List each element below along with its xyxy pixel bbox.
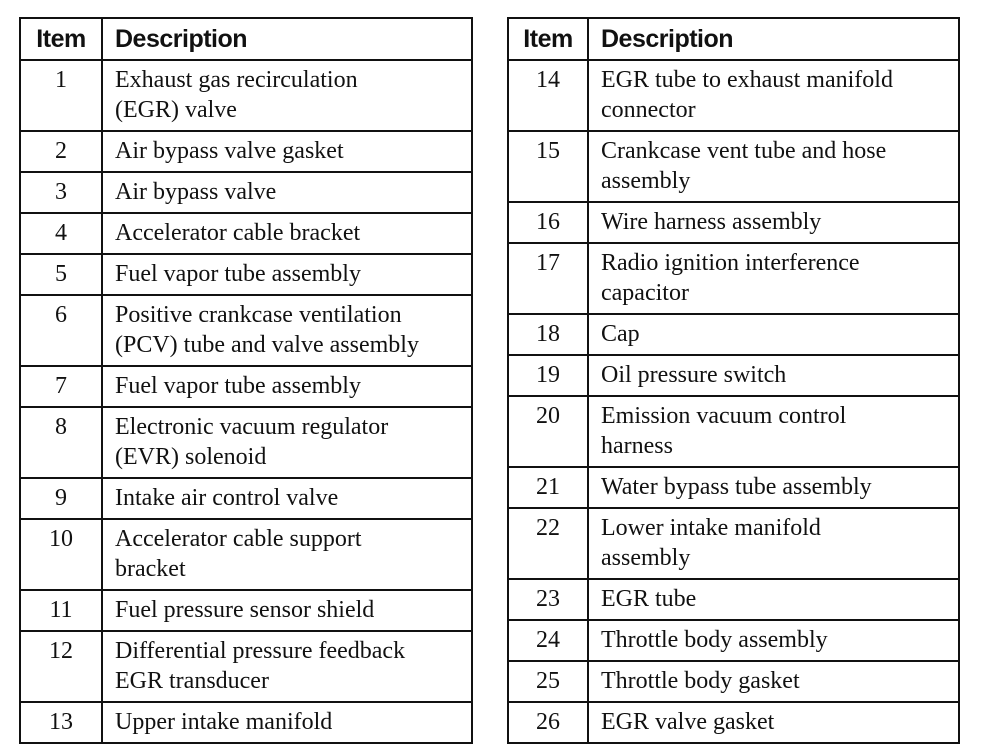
description-line: connector <box>601 97 696 123</box>
item-number: 6 <box>20 295 102 366</box>
description-line: harness <box>601 433 673 459</box>
description-line: Intake air control valve <box>115 485 339 511</box>
item-number: 25 <box>508 661 588 702</box>
item-number: 19 <box>508 355 588 396</box>
item-description <box>102 295 472 366</box>
table-row <box>20 60 472 131</box>
description-line: EGR valve gasket <box>601 709 775 735</box>
table-row <box>508 661 959 702</box>
description-line: (EGR) valve <box>115 97 237 123</box>
parts-table-left <box>19 17 473 744</box>
item-description <box>588 355 959 396</box>
table-row <box>508 702 959 743</box>
item-number: 22 <box>508 508 588 579</box>
description-line: Differential pressure feedback <box>115 638 406 664</box>
description-line: bracket <box>115 556 186 582</box>
item-column-header: Item <box>20 18 102 60</box>
parts-table-right-body <box>508 60 959 743</box>
item-description <box>102 702 472 743</box>
item-description <box>102 478 472 519</box>
item-number: 11 <box>20 590 102 631</box>
table-row <box>20 631 472 702</box>
table-row <box>508 60 959 131</box>
table-row <box>20 478 472 519</box>
description-line: Radio ignition interference <box>601 250 860 276</box>
description-line: Positive crankcase ventilation <box>115 302 402 328</box>
description-line: Exhaust gas recirculation <box>115 67 358 93</box>
table-row <box>508 355 959 396</box>
description-line: Water bypass tube assembly <box>601 474 872 500</box>
item-description <box>588 702 959 743</box>
item-number: 17 <box>508 243 588 314</box>
description-line: Fuel pressure sensor shield <box>115 597 375 623</box>
item-description <box>588 661 959 702</box>
description-line: Lower intake manifold <box>601 515 821 541</box>
description-line: Accelerator cable bracket <box>115 220 361 246</box>
item-number: 3 <box>20 172 102 213</box>
table-row <box>508 579 959 620</box>
item-description <box>588 131 959 202</box>
description-line: Fuel vapor tube assembly <box>115 261 361 287</box>
description-line: Fuel vapor tube assembly <box>115 373 361 399</box>
description-line: Oil pressure switch <box>601 362 787 388</box>
description-column-header: Description <box>102 18 472 60</box>
item-description <box>102 213 472 254</box>
item-description <box>588 508 959 579</box>
table-row <box>508 396 959 467</box>
table-row <box>20 366 472 407</box>
description-line: (EVR) solenoid <box>115 444 267 470</box>
description-line: Cap <box>601 321 640 347</box>
item-description <box>102 172 472 213</box>
item-column-header: Item <box>508 18 588 60</box>
description-line: Emission vacuum control <box>601 403 847 429</box>
table-row <box>20 519 472 590</box>
item-number: 8 <box>20 407 102 478</box>
item-number: 13 <box>20 702 102 743</box>
item-number: 15 <box>508 131 588 202</box>
item-number: 16 <box>508 202 588 243</box>
table-row <box>20 702 472 743</box>
table-row <box>20 407 472 478</box>
description-line: Accelerator cable support <box>115 526 362 552</box>
table-row <box>20 172 472 213</box>
table-row <box>20 254 472 295</box>
item-number: 23 <box>508 579 588 620</box>
description-line: Wire harness assembly <box>601 209 822 235</box>
item-description <box>588 314 959 355</box>
item-description <box>102 590 472 631</box>
table-header-row <box>508 18 959 60</box>
item-description <box>102 631 472 702</box>
description-line: EGR transducer <box>115 668 269 694</box>
description-line: EGR tube <box>601 586 697 612</box>
description-column-header: Description <box>588 18 959 60</box>
table-row <box>508 508 959 579</box>
description-line: (PCV) tube and valve assembly <box>115 332 419 358</box>
item-description <box>588 243 959 314</box>
description-line: Throttle body assembly <box>601 627 828 653</box>
table-row <box>508 243 959 314</box>
parts-table-right <box>507 17 960 744</box>
item-number: 9 <box>20 478 102 519</box>
item-number: 1 <box>20 60 102 131</box>
description-line: capacitor <box>601 280 689 306</box>
item-number: 26 <box>508 702 588 743</box>
item-number: 10 <box>20 519 102 590</box>
description-line: assembly <box>601 168 691 194</box>
item-description <box>588 60 959 131</box>
table-row <box>508 620 959 661</box>
item-description <box>588 579 959 620</box>
item-number: 5 <box>20 254 102 295</box>
table-row <box>508 131 959 202</box>
item-description <box>588 467 959 508</box>
description-line: Throttle body gasket <box>601 668 800 694</box>
item-description <box>588 620 959 661</box>
table-row <box>20 213 472 254</box>
item-number: 24 <box>508 620 588 661</box>
item-number: 4 <box>20 213 102 254</box>
description-line: Air bypass valve gasket <box>115 138 344 164</box>
item-number: 7 <box>20 366 102 407</box>
item-description <box>102 254 472 295</box>
table-header-row <box>20 18 472 60</box>
item-number: 18 <box>508 314 588 355</box>
table-row <box>508 467 959 508</box>
table-row <box>508 202 959 243</box>
item-number: 2 <box>20 131 102 172</box>
description-line: Upper intake manifold <box>115 709 333 735</box>
description-line: EGR tube to exhaust manifold <box>601 67 893 93</box>
item-description <box>102 519 472 590</box>
item-description <box>102 366 472 407</box>
table-row <box>508 314 959 355</box>
item-number: 14 <box>508 60 588 131</box>
description-line: Electronic vacuum regulator <box>115 414 389 440</box>
description-line: assembly <box>601 545 691 571</box>
item-description <box>102 131 472 172</box>
table-row <box>20 131 472 172</box>
item-description <box>588 396 959 467</box>
table-row <box>20 590 472 631</box>
item-number: 12 <box>20 631 102 702</box>
item-description <box>588 202 959 243</box>
item-number: 20 <box>508 396 588 467</box>
item-number: 21 <box>508 467 588 508</box>
table-row <box>20 295 472 366</box>
description-line: Air bypass valve <box>115 179 277 205</box>
item-description <box>102 407 472 478</box>
parts-table-left-body <box>20 60 472 743</box>
description-line: Crankcase vent tube and hose <box>601 138 887 164</box>
item-description <box>102 60 472 131</box>
